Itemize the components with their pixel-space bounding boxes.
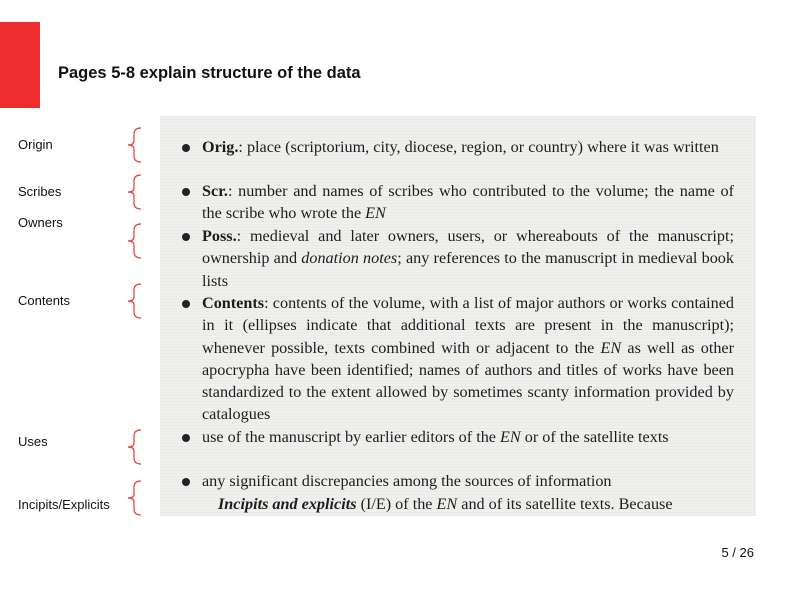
entry-scr [202,180,734,225]
label-scribes: Scribes [18,184,62,199]
label-contents: Contents [18,293,71,308]
term-orig: Orig. [202,138,239,156]
label-uses: Uses [18,434,48,449]
entry-scr-en: EN [365,204,386,223]
label-owners: Owners [18,215,63,230]
entry-discrepancies: any significant discrepancies among the sources of information [202,472,612,490]
entry-uses-text1: use of the manuscript by earlier editors of the [202,428,501,446]
bullet-icon [182,300,190,308]
entry-poss-italic: donation notes [301,249,398,268]
term-contents: Contents [202,294,265,312]
entry-poss [202,225,734,292]
bullet-icon [182,478,190,486]
brace-origin [124,127,144,163]
bullet-icon [182,434,190,442]
entry-orig-text: : place (scriptorium, city, diocese, region, or country) where it was written [238,138,719,156]
scanned-page-excerpt [160,116,756,516]
entry-contents [202,292,734,426]
entry-contents-text1: : contents of the volume, with a list of major authors or works contained in it (ellipses indicate that additional texts are present in the manuscript); whenever possible, texts combined with or adjacent to the [202,294,734,357]
entry-incipits-italic: Incipits and explicits [218,495,357,513]
bullet-icon [182,233,190,241]
entry-uses [202,426,734,448]
term-poss: Poss. [202,227,237,245]
entry-orig [202,136,734,158]
slide-title: Pages 5-8 explain structure of the data [58,64,361,82]
entry-uses-en: EN [500,428,521,446]
entry-incipits [218,493,738,515]
entry-scr-text: : number and names of scribes who contributed to the volume; the name of the scribe who wrote the [202,182,734,223]
page-number: 5 / 26 [721,545,754,560]
brace-uses [124,429,144,465]
brace-incipits [124,480,144,516]
entry-incipits-text1: (I/E) of the [356,495,437,513]
label-incipits: Incipits/Explicits [18,497,110,512]
brace-owners [124,223,144,259]
bullet-icon [182,188,190,196]
brace-contents [124,283,144,319]
entry-poss-text2: ; any references to the manuscript in medieval book lists [202,249,734,290]
entry-uses-text2: or of the satellite texts [520,428,669,446]
entry-contents-text2: as well as other apocrypha have been identified; names of authors and titles of works have been standardized to the extent allowed by sometimes scanty information provided by catalogues [202,338,735,424]
entry-poss-text1: : medieval and later owners, users, or whereabouts of the manuscript; ownership and [202,227,734,268]
entry-incipits-text2: and of its satellite texts. Because [457,495,673,513]
accent-bar [0,22,40,108]
term-scr: Scr. [202,182,228,200]
bullet-icon [182,144,190,152]
entry-incipits-en: EN [436,495,458,513]
label-origin: Origin [18,137,53,152]
brace-scribes [124,174,144,210]
entry-contents-en: EN [600,338,622,357]
